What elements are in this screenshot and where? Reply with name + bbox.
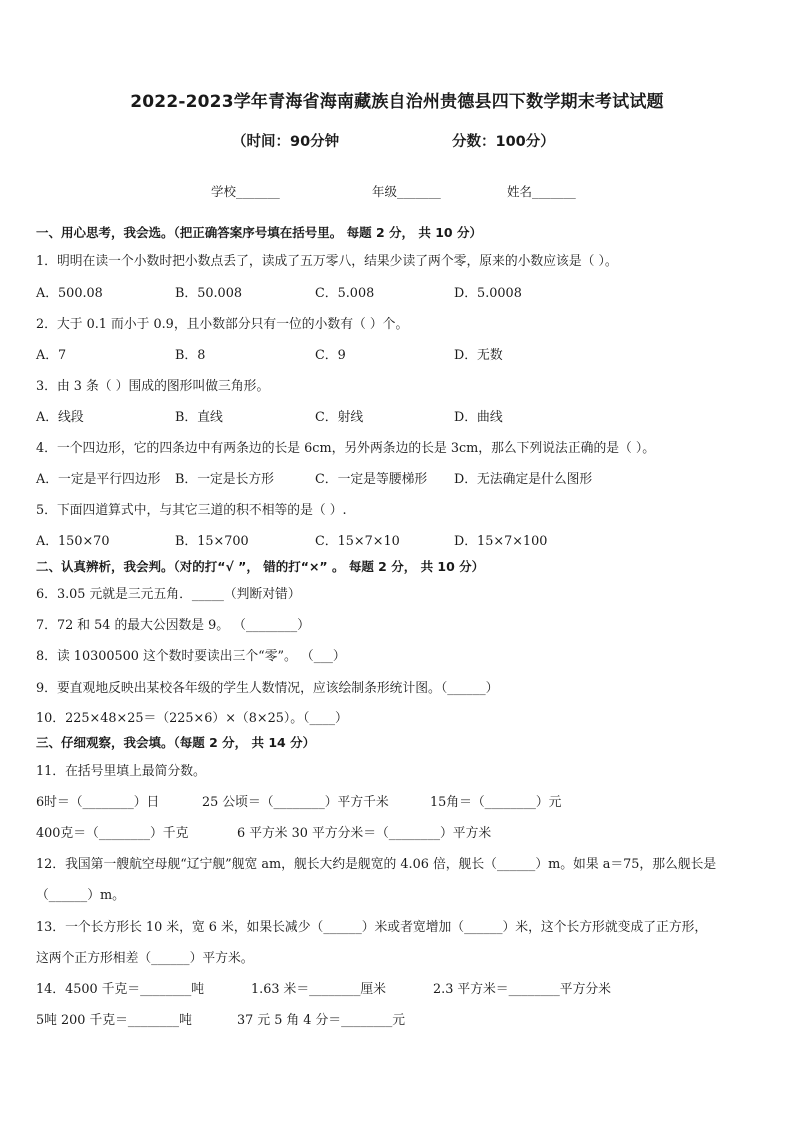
q1-option-b: B．50.008 xyxy=(175,286,242,301)
q11-blank-3: 15角＝（________）元 xyxy=(430,795,562,810)
section1-heading: 一、用心思考，我会选。（把正确答案序号填在括号里。 每题 2 分， 共 10 分） xyxy=(36,225,482,240)
q11-blank-4: 400克＝（________）千克 xyxy=(36,826,189,841)
question-13-line1: 13．一个长方形长 10 米，宽 6 米，如果长减少（______）米或者宽增加（______）米，这个长方形就变成了正方形， xyxy=(36,920,708,935)
q4-option-c: C．一定是等腰梯形 xyxy=(315,472,428,487)
name-field: 姓名_______ xyxy=(507,184,576,199)
question-12-line2: （______）m。 xyxy=(36,888,125,903)
q14-blank-4: 5吨 200 千克＝________吨 xyxy=(36,1013,192,1028)
section2-heading: 二、认真辨析，我会判。（对的打“√ ”， 错的打“×” 。 每题 2 分， 共 10 分） xyxy=(36,559,485,574)
school-field: 学校_______ xyxy=(211,184,280,199)
q3-option-a: A．线段 xyxy=(36,410,84,425)
q5-option-d: D．15×7×100 xyxy=(454,534,548,549)
q1-option-d: D．5.0008 xyxy=(454,286,522,301)
q3-option-d: D．曲线 xyxy=(454,410,503,425)
q2-option-c: C．9 xyxy=(315,348,346,363)
q4-option-a: A．一定是平行四边形 xyxy=(36,472,161,487)
score-info: 分数：100分） xyxy=(452,134,555,150)
question-6: 6．3.05 元就是三元五角．_____（判断对错） xyxy=(36,587,301,602)
question-1: 1．明明在读一个小数时把小数点丢了，读成了五万零八，结果少读了两个零，原来的小数应该是（ ）。 xyxy=(36,254,618,269)
q3-option-c: C．射线 xyxy=(315,410,364,425)
question-8: 8．读 10300500 这个数时要读出三个“零”。 （___） xyxy=(36,649,346,664)
q5-option-c: C．15×7×10 xyxy=(315,534,400,549)
time-info: （时间：90分钟 xyxy=(232,134,340,150)
q1-option-c: C．5.008 xyxy=(315,286,375,301)
page-title: 2022-2023学年青海省海南藏族自治州贵德县四下数学期末考试试题 xyxy=(130,92,664,112)
question-5: 5．下面四道算式中，与其它三道的积不相等的是（ ）. xyxy=(36,503,347,518)
question-12-line1: 12．我国第一艘航空母舰“辽宁舰”舰宽 am，舰长大约是舰宽的 4.06 倍，舰长（______）m。如果 a＝75，那么舰长是 xyxy=(36,857,717,872)
q4-option-d: D．无法确定是什么图形 xyxy=(454,472,593,487)
q14-blank-1: 14．4500 千克＝________吨 xyxy=(36,982,205,997)
q11-blank-1: 6时＝（________）日 xyxy=(36,795,160,810)
question-9: 9．要直观地反映出某校各年级的学生人数情况，应该绘制条形统计图。（______） xyxy=(36,681,499,696)
q3-option-b: B．直线 xyxy=(175,410,223,425)
q4-option-b: B．一定是长方形 xyxy=(175,472,274,487)
question-10: 10．225×48×25＝（225×6）×（8×25）。（____） xyxy=(36,711,348,726)
question-7: 7．72 和 54 的最大公因数是 9。 （________） xyxy=(36,618,310,633)
question-3: 3．由 3 条（ ）围成的图形叫做三角形。 xyxy=(36,379,270,394)
q5-option-b: B．15×700 xyxy=(175,534,249,549)
question-11: 11．在括号里填上最简分数。 xyxy=(36,764,206,779)
q14-blank-2: 1.63 米＝________厘米 xyxy=(251,982,386,997)
q2-option-d: D．无数 xyxy=(454,348,503,363)
q2-option-b: B．8 xyxy=(175,348,206,363)
section3-heading: 三、仔细观察，我会填。（每题 2 分， 共 14 分） xyxy=(36,735,316,750)
q14-blank-5: 37 元 5 角 4 分＝________元 xyxy=(237,1013,406,1028)
question-2: 2．大于 0.1 而小于 0.9，且小数部分只有一位的小数有（ ）个。 xyxy=(36,317,409,332)
q2-option-a: A．7 xyxy=(36,348,67,363)
q5-option-a: A．150×70 xyxy=(36,534,110,549)
q11-blank-5: 6 平方米 30 平方分米＝（________）平方米 xyxy=(237,826,492,841)
q11-blank-2: 25 公顷＝（________）平方千米 xyxy=(202,795,389,810)
question-13-line2: 这两个正方形相差（______）平方米。 xyxy=(36,951,254,966)
grade-field: 年级_______ xyxy=(372,184,441,199)
q1-option-a: A．500.08 xyxy=(36,286,103,301)
question-4: 4．一个四边形，它的四条边中有两条边的长是 6cm，另外两条边的长是 3cm，那么下列说法正确的是（ ）。 xyxy=(36,441,656,456)
q14-blank-3: 2.3 平方米＝________平方分米 xyxy=(433,982,611,997)
